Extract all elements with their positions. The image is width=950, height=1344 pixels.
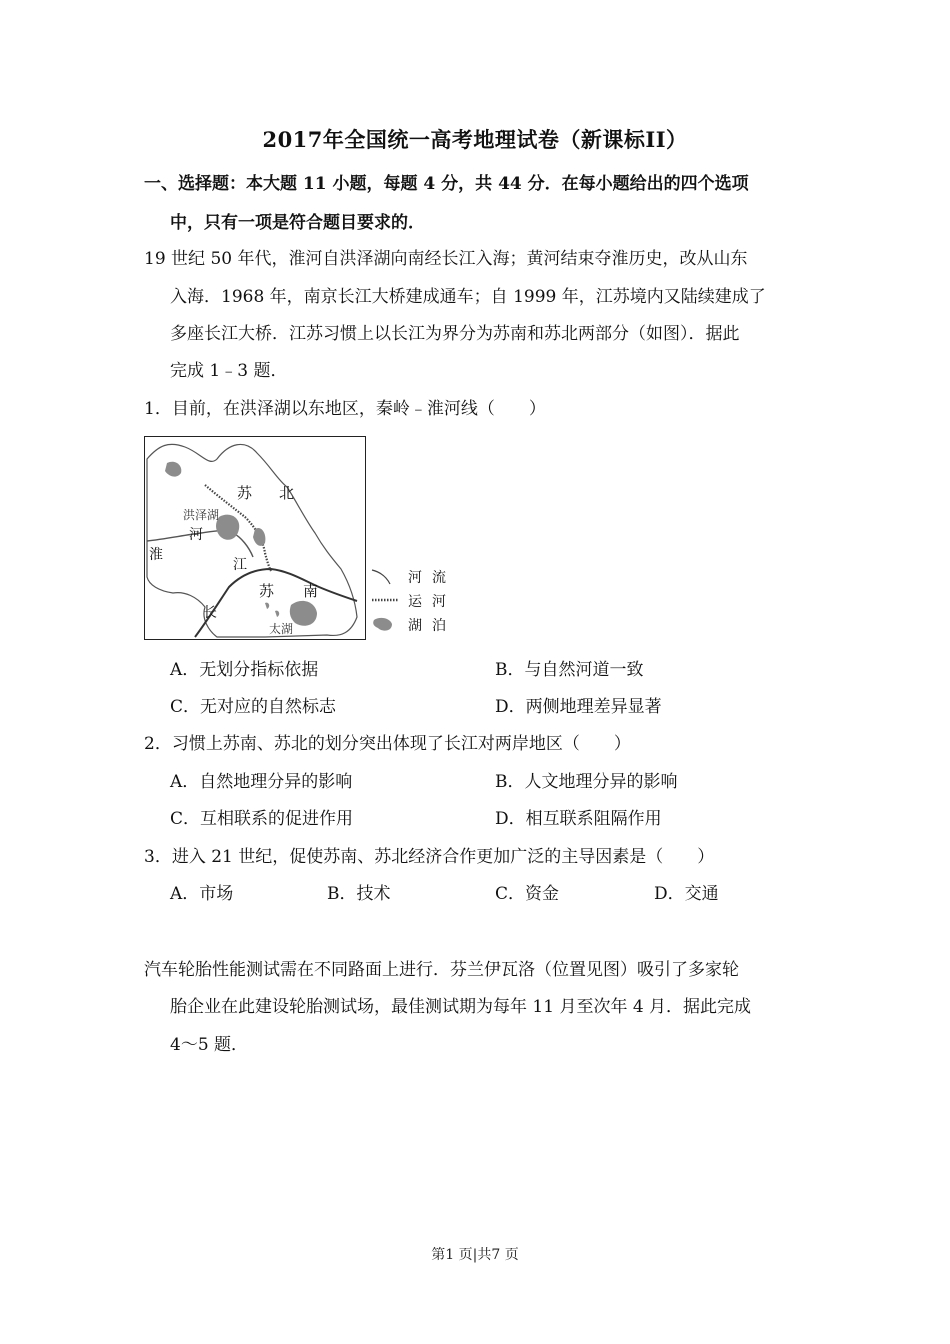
legend-row-river (370, 566, 460, 586)
legend-text-river: 河流 (408, 570, 456, 586)
map-label-jiang: 江 (233, 557, 247, 573)
passage1-line2: 入海．1968 年，南京长江大桥建成通车；自 1999 年，江苏境内又陆续建成了 (170, 287, 766, 307)
q1-option-c[interactable]: C．无对应的自然标志 (170, 697, 337, 717)
jiangsu-map-drawing (145, 437, 365, 639)
q1-option-a[interactable]: A．无划分指标依据 (170, 660, 319, 680)
lake-small-1 (265, 603, 269, 609)
map-label-huai: 淮 (149, 547, 163, 563)
legend-row-canal (370, 590, 460, 610)
question-2-stem: 2．习惯上苏南、苏北的划分突出体现了长江对两岸地区（ ） (144, 734, 631, 754)
map-label-subei-2: 北 (279, 484, 295, 502)
passage2-line1: 汽车轮胎性能测试需在不同路面上进行．芬兰伊瓦洛（位置见图）吸引了多家轮 (144, 960, 739, 980)
passage1-line3: 多座长江大桥．江苏习惯上以长江为界分为苏南和苏北两部分（如图）．据此 (170, 324, 740, 344)
lake-symbol-icon (370, 614, 400, 634)
legend-text-lake: 湖泊 (408, 618, 456, 634)
question-3-stem: 3．进入 21 世纪，促使苏南、苏北经济合作更加广泛的主导因素是（ ） (144, 847, 715, 867)
question-1-stem: 1．目前，在洪泽湖以东地区，秦岭﹣淮河线（ ） (144, 399, 546, 419)
lake-gaoyou (253, 528, 265, 546)
q1-option-b[interactable]: B．与自然河道一致 (495, 660, 644, 680)
q2-option-b[interactable]: B．人文地理分异的影响 (495, 772, 678, 792)
legend-row-lake (370, 614, 460, 634)
q2-option-c[interactable]: C．互相联系的促进作用 (170, 809, 354, 829)
map-label-hongze: 洪泽湖 (183, 508, 220, 522)
q3-option-a[interactable]: A．市场 (170, 884, 234, 904)
passage1-line1: 19 世纪 50 年代，淮河自洪泽湖向南经长江入海；黄河结束夺淮历史，改从山东 (144, 249, 748, 269)
map-label-sunan-2: 南 (303, 582, 319, 600)
map-legend (370, 566, 460, 636)
q2-option-d[interactable]: D．相互联系阻隔作用 (495, 809, 662, 829)
map-label-subei-1: 苏 (237, 484, 253, 502)
passage2-line2: 胎企业在此建设轮胎测试场，最佳测试期为每年 11 月至次年 4 月．据此完成 (170, 997, 752, 1017)
q3-option-c[interactable]: C．资金 (495, 884, 560, 904)
lake-small-2 (275, 611, 279, 617)
map-label-sunan-1: 苏 (259, 582, 275, 600)
q3-option-b[interactable]: B．技术 (327, 884, 391, 904)
map-label-taihu: 太湖 (269, 622, 294, 636)
q1-option-d[interactable]: D．两侧地理差异显著 (495, 697, 662, 717)
map-label-chang: 长 (203, 605, 217, 621)
map-label-he: 河 (189, 527, 203, 543)
jiangsu-map (144, 436, 366, 640)
lake-tai (290, 601, 317, 626)
lake-weishan (165, 462, 181, 477)
legend-text-canal: 运河 (408, 594, 456, 610)
section-heading-line2: 中，只有一项是符合题目要求的． (170, 213, 425, 233)
canal-symbol-icon (370, 590, 400, 610)
page-title: 2017年全国统一高考地理试卷（新课标II） (262, 127, 688, 152)
page-footer: 第1 页|共7 页 (431, 1247, 519, 1263)
q3-option-d[interactable]: D．交通 (654, 884, 719, 904)
passage2-line3: 4～5 题． (170, 1035, 249, 1055)
section-heading-line1: 一、选择题：本大题 11 小题，每题 4 分，共 44 分．在每小题给出的四个选项 (144, 174, 749, 194)
passage1-line4: 完成 1﹣3 题． (170, 361, 288, 381)
river-symbol-icon (370, 566, 400, 586)
q2-option-a[interactable]: A．自然地理分异的影响 (170, 772, 353, 792)
lake-hongze (216, 515, 239, 540)
